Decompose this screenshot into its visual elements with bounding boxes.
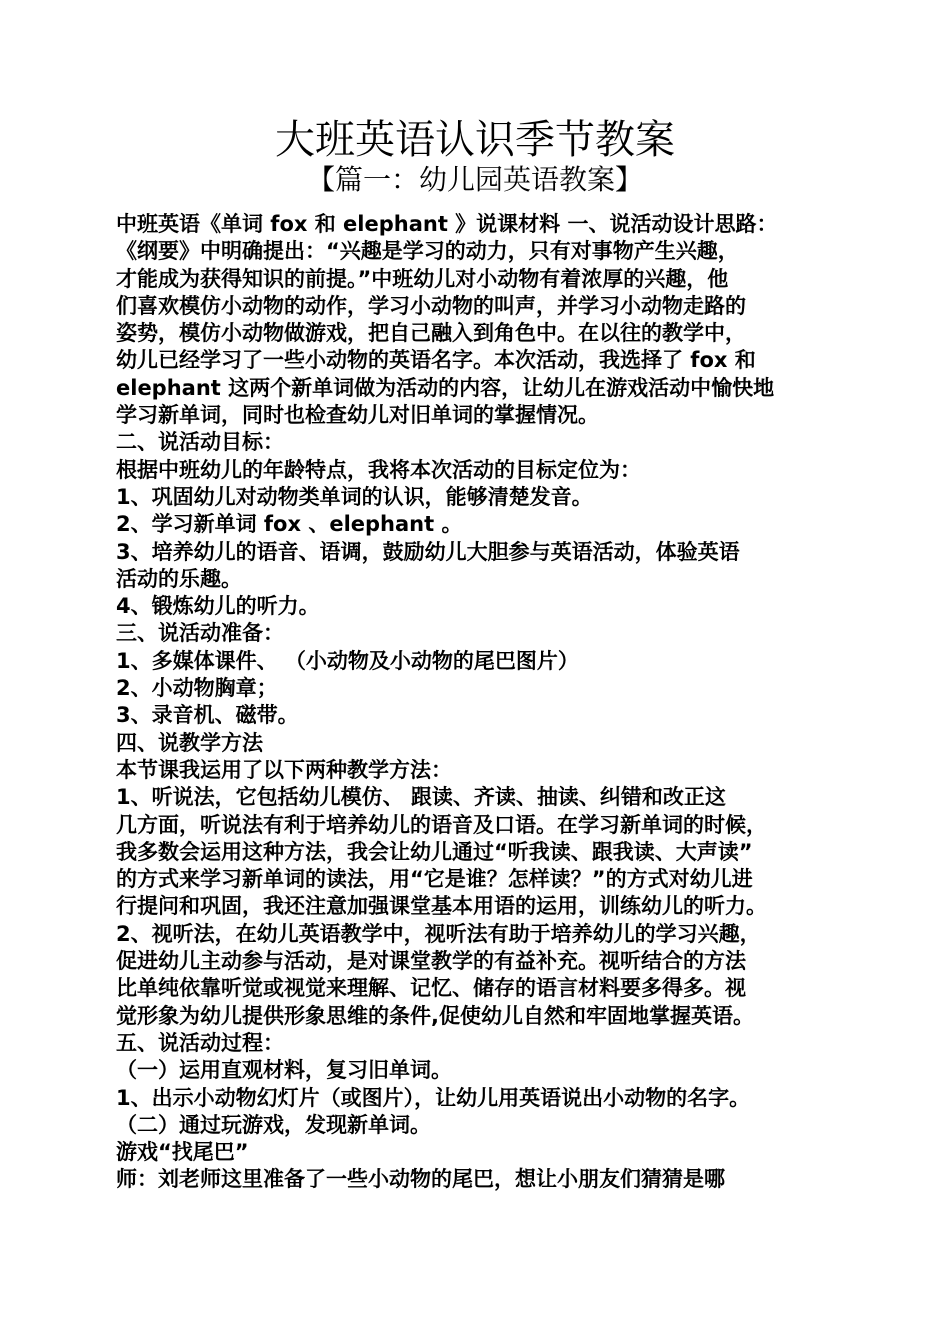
section-heading: 四、说教学方法 (116, 730, 263, 755)
text-line: 学习新单词，同时也检查幼儿对旧单词的掌握情况。 (116, 403, 599, 428)
list-item: 2、学习新单词 fox 、elephant 。 (116, 512, 463, 537)
section-heading: 三、说活动准备： (116, 621, 284, 646)
section-heading: 五、说活动过程： (116, 1030, 284, 1055)
list-item: 1、巩固幼儿对动物类单词的认识，能够清楚发音。 (116, 484, 593, 509)
subsection-heading: （一）运用直观材料，复习旧单词。 (116, 1058, 452, 1083)
text-line: 游戏“找尾巴” (116, 1140, 249, 1165)
text-line: 觉形象为幼儿提供形象思维的条件,促使幼儿自然和牢固地掌握英语。 (116, 1003, 754, 1028)
text-line: 几方面，听说法有利于培养幼儿的语音及口语。在学习新单词的时候， (116, 812, 767, 837)
list-item: 2、小动物胸章； (116, 676, 278, 701)
text-line: 行提问和巩固，我还注意加强课堂基本用语的运用，训练幼儿的听力。 (116, 894, 767, 919)
list-item: 3、培养幼儿的语音、语调，鼓励幼儿大胆参与英语活动，体验英语 (116, 539, 740, 564)
document-subtitle: 【篇一：幼儿园英语教案】 (306, 163, 643, 196)
list-item: 1、多媒体课件、 （小动物及小动物的尾巴图片） (116, 648, 579, 673)
text-line: 本节课我运用了以下两种教学方法： (116, 757, 452, 782)
text-line: 们喜欢模仿小动物的动作，学习小动物的叫声，并学习小动物走路的 (116, 293, 746, 318)
text-line: 幼儿已经学习了一些小动物的英语名字。本次活动，我选择了 fox 和 (116, 348, 756, 373)
text-line: 根据中班幼儿的年龄特点，我将本次活动的目标定位为： (116, 457, 641, 482)
document-title: 大班英语认识季节教案 (275, 117, 675, 163)
text-line: 中班英语《单词 fox 和 elephant 》说课材料 一、说活动设计思路： (116, 212, 778, 236)
text-line: 活动的乐趣。 (116, 566, 242, 591)
text-line: elephant 这两个新单词做为活动的内容，让幼儿在游戏活动中愉快地 (116, 375, 775, 400)
text-line: 师：刘老师这里准备了一些小动物的尾巴，想让小朋友们猜猜是哪 (116, 1167, 725, 1192)
document-body (116, 211, 850, 1194)
text-line: 比单纯依靠听觉或视觉来理解、记忆、储存的语言材料要多得多。视 (116, 976, 746, 1001)
list-item: 1、听说法，它包括幼儿模仿、 跟读、齐读、抽读、纠错和改正这 (116, 785, 726, 810)
text-line: 的方式来学习新单词的读法，用“它是谁？怎样读？”的方式对幼儿进 (116, 867, 753, 892)
list-item: 4、锻炼幼儿的听力。 (116, 594, 320, 619)
subsection-heading: （二）通过玩游戏，发现新单词。 (116, 1112, 431, 1137)
text-line: 姿势，模仿小动物做游戏，把自己融入到角色中。在以往的教学中， (116, 321, 746, 346)
list-item: 3、录音机、磁带。 (116, 703, 299, 728)
text-line: 才能成为获得知识的前提。”中班幼儿对小动物有着浓厚的兴趣，他 (116, 266, 729, 291)
section-heading: 二、说活动目标： (116, 430, 284, 455)
text-line: 《纲要》中明确提出：“兴趣是学习的动力，只有对事物产生兴趣， (116, 239, 739, 264)
list-item: 2、视听法，在幼儿英语教学中，视听法有助于培养幼儿的学习兴趣， (116, 921, 761, 946)
text-line: 我多数会运用这种方法，我会让幼儿通过“听我读、跟我读、大声读” (116, 839, 753, 864)
list-item: 1、出示小动物幻灯片（或图片），让幼儿用英语说出小动物的名字。 (116, 1085, 751, 1110)
text-line: 促进幼儿主动参与活动，是对课堂教学的有益补充。视听结合的方法 (116, 949, 746, 974)
